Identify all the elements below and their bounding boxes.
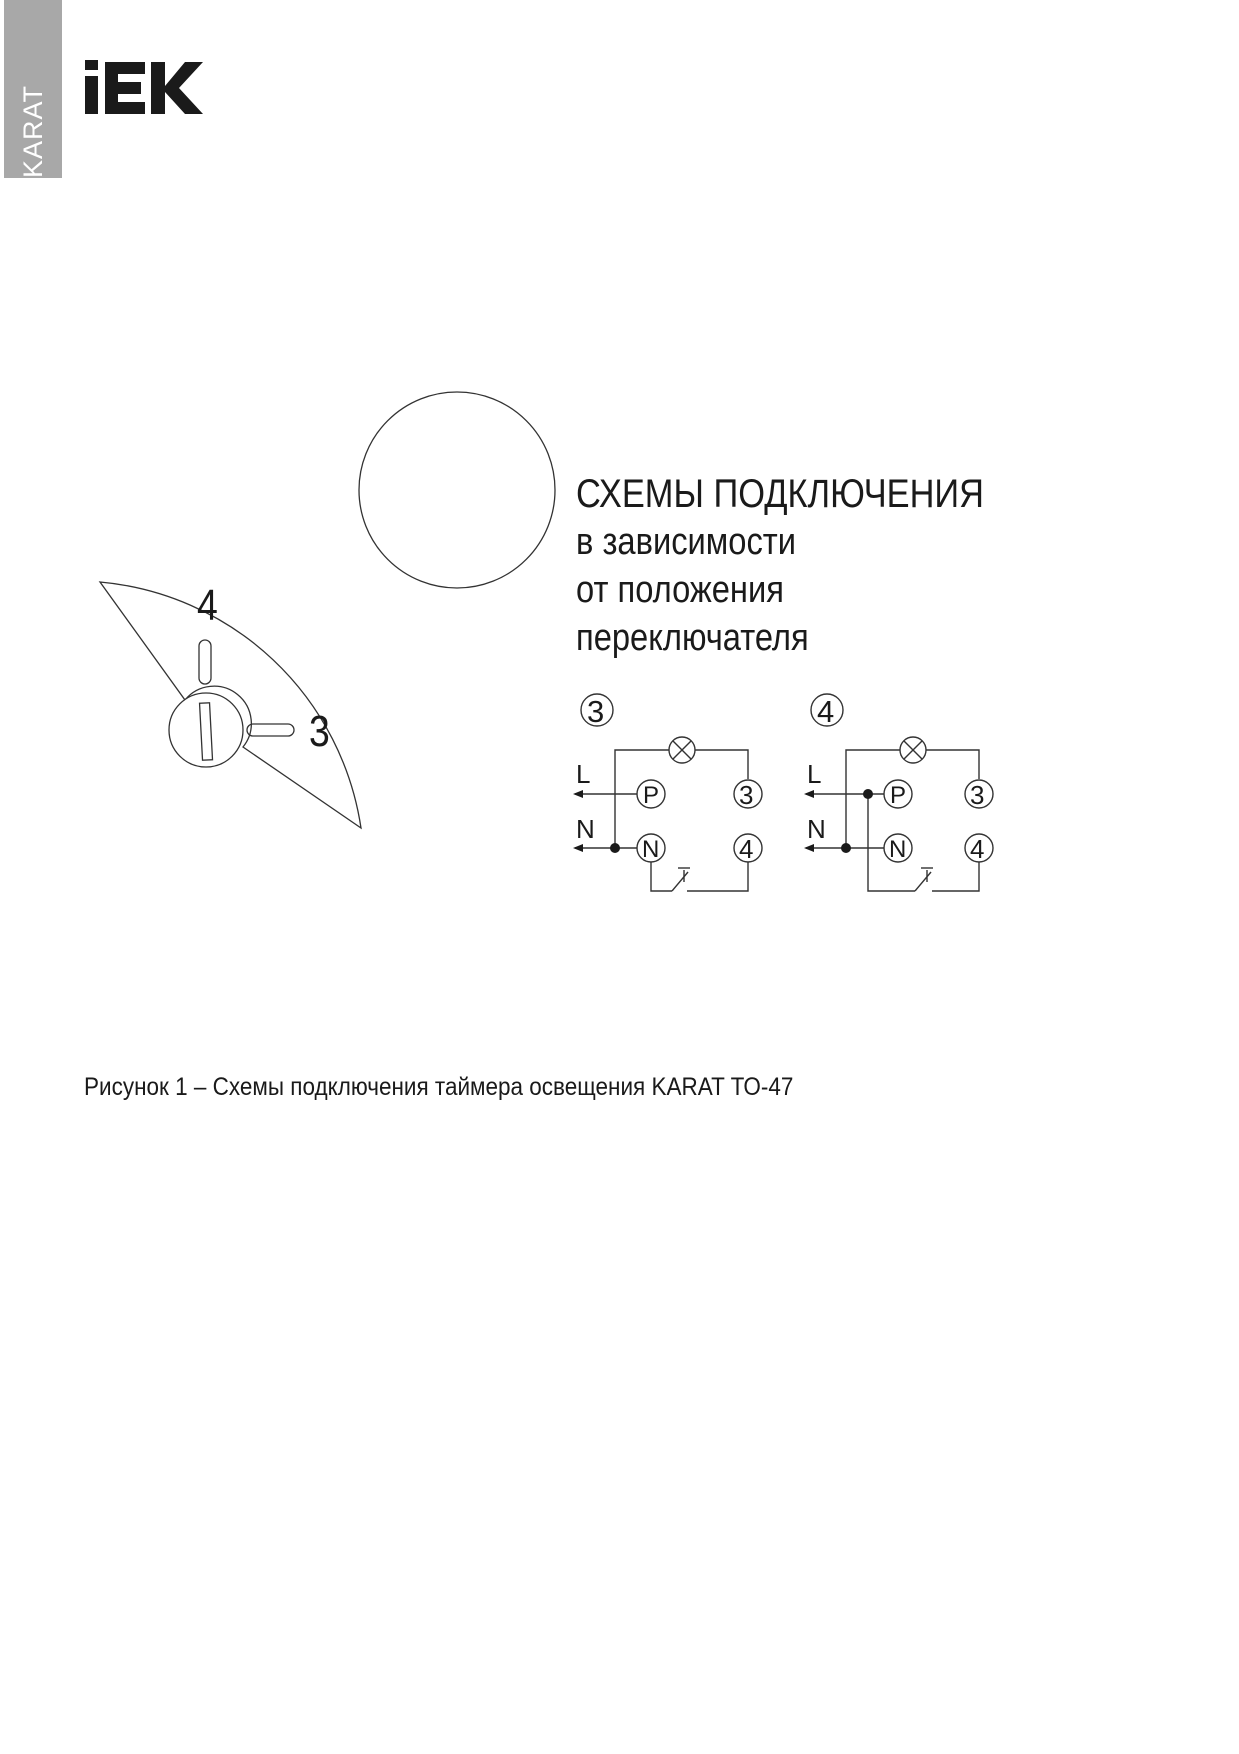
- heading-line-4: переключателя: [576, 617, 809, 659]
- mark-position-4: [199, 640, 211, 684]
- timer-body-circle: [359, 392, 555, 588]
- heading-line-3: от положения: [576, 569, 784, 611]
- mark-position-3: [247, 724, 294, 736]
- figure-caption: Рисунок 1 – Схемы подключения таймера освещения KARAT ТО-47: [84, 1073, 794, 1101]
- heading-line-1: СХЕМЫ ПОДКЛЮЧЕНИЯ: [576, 472, 985, 516]
- scheme3-terminal-p: P: [643, 782, 660, 809]
- series-label: KARAT: [18, 84, 48, 178]
- heading-line-2: в зависимости: [576, 521, 797, 563]
- scheme4-terminal-4: 4: [970, 834, 985, 864]
- dial-label-4: 4: [197, 580, 218, 630]
- scheme3-terminal-4: 4: [739, 834, 754, 864]
- scheme3-neutral-label: N: [576, 814, 595, 844]
- diagram-heading: [576, 470, 1050, 662]
- scheme4-terminal-3: 3: [970, 780, 985, 810]
- scheme4-terminal-n: N: [889, 836, 907, 863]
- scheme3-line-label: L: [576, 759, 591, 789]
- scheme4-line-label: L: [807, 759, 822, 789]
- scheme4-number: 4: [817, 694, 835, 729]
- scheme3-terminal-n: N: [642, 836, 660, 863]
- scheme4-terminal-p: P: [890, 782, 907, 809]
- scheme3-number: 3: [587, 694, 605, 729]
- dial-knob: [169, 693, 243, 767]
- dial-label-3: 3: [309, 706, 330, 756]
- scheme3-terminal-3: 3: [739, 780, 754, 810]
- scheme4-neutral-label: N: [807, 814, 826, 844]
